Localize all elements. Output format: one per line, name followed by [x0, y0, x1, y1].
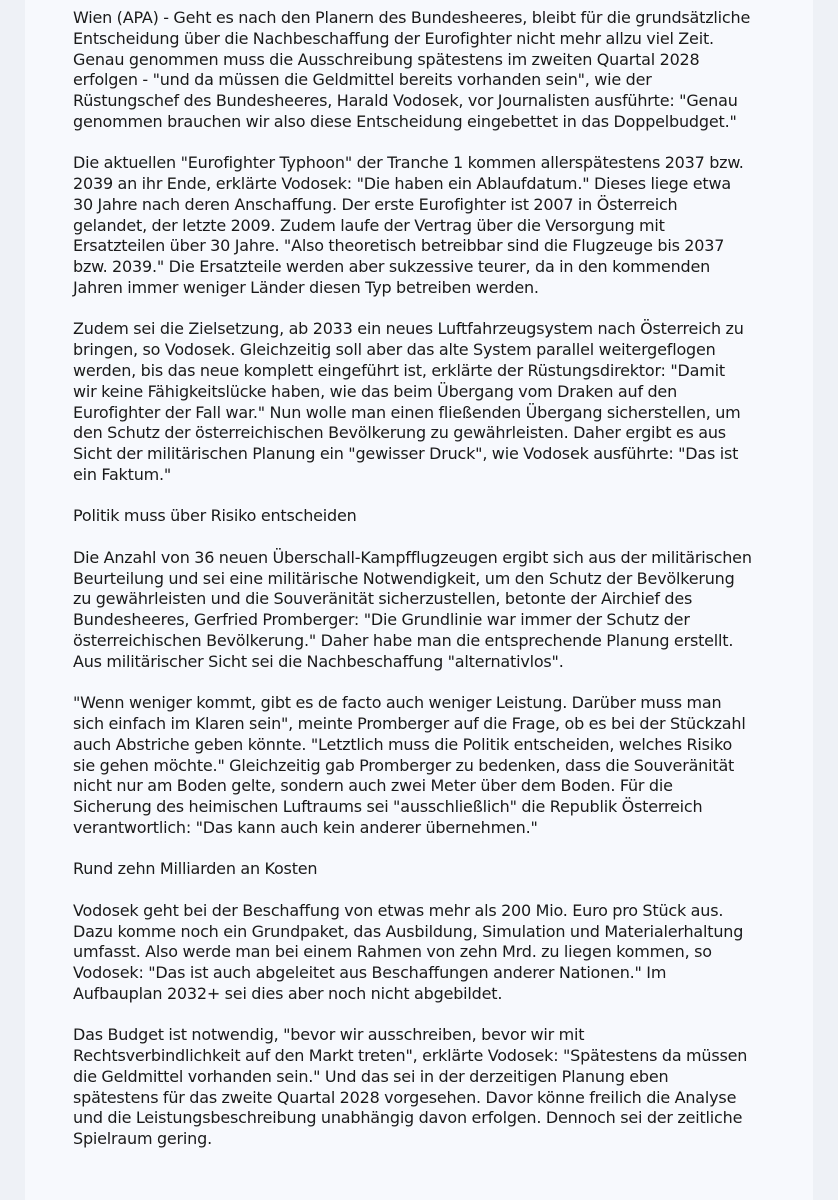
subheading-risk: Politik muss über Risiko entscheiden [73, 506, 357, 526]
paragraph-fewer-jets: "Wenn weniger kommt, gibt es de facto auch weniger Leistung. Darüber muss man sich einfach im Klaren sein", meinte Promberger auf die Frage, ob es bei der Stückzahl auch Abstriche geben könnte. "Letztlich muss die Politik entscheiden, welches Risiko sie gehen möchte." Gleichzeitig gab Promberger zu bedenken, dass die Souveränität nicht nur am Boden gelte, sondern auch zwei Meter über dem Boden. Für die Sicherung des heimischen Luftraums sei "ausschließlich" die Republik Österreich verantwortlich: "Das kann auch kein anderer übernehmen." [73, 693, 746, 837]
subheading-costs: Rund zehn Milliarden an Kosten [73, 859, 318, 879]
paragraph-36-jets: Die Anzahl von 36 neuen Überschall-Kampfflugzeugen ergibt sich aus der militärischen Beurteilung und sei eine militärische Notwendigkeit, um den Schutz der Bevölkerung zu gewährleisten und die Souveränität sicherzustellen, betonte der Airchief des Bundesheeres, Gerfried Promberger: "Die Grundlinie war immer der Schutz der österreichischen Bevölkerung." Daher habe man die entsprechende Planung erstellt. Aus militärischer Sicht sei die Nachbeschaffung "alternativlos". [73, 547, 752, 671]
article-body [25, 0, 813, 1200]
paragraph-cost-per-unit: Vodosek geht bei der Beschaffung von etwas mehr als 200 Mio. Euro pro Stück aus. Dazu komme noch ein Grundpaket, das Ausbildung, Simulation und Materialerhaltung umfasst. Also werde man bei einem Rahmen von zehn Mrd. zu liegen kommen, so Vodosek: "Das ist auch abgeleitet aus Beschaffungen anderer Nationen." Im Aufbauplan 2032+ sei dies aber noch nicht abgebildet. [73, 900, 744, 1003]
paragraph-new-system: Zudem sei die Zielsetzung, ab 2033 ein neues Luftfahrzeugsystem nach Österreich zu bringen, so Vodosek. Gleichzeitig soll aber das alte System parallel weitergeflogen werden, bis das neue komplett eingeführt ist, erklärte der Rüstungsdirektor: "Damit wir keine Fähigkeitslücke haben, wie das beim Übergang vom Draken auf den Eurofighter der Fall war." Nun wolle man einen fließenden Übergang sicherstellen, um den Schutz der österreichischen Bevölkerung zu gewährleisten. Daher ergibt es aus Sicht der militärischen Planung ein "gewisser Druck", wie Vodosek ausführte: "Das ist ein Faktum." [73, 319, 744, 484]
paragraph-eurofighter-end: Die aktuellen "Eurofighter Typhoon" der Tranche 1 kommen allerspätestens 2037 bzw. 2039 an ihr Ende, erklärte Vodosek: "Die haben ein Ablaufdatum." Dieses liege etwa 30 Jahre nach deren Anschaffung. Der erste Eurofighter ist 2007 in Österreich gelandet, der letzte 2009. Zudem laufe der Vertrag über die Versorgung mit Ersatzteilen über 30 Jahre. "Also theoretisch betreibbar sind die Flugzeuge bis 2037 bzw. 2039." Die Ersatzteile werden aber sukzessive teurer, da in den kommenden Jahren immer weniger Länder diesen Typ betreiben werden. [73, 153, 744, 298]
paragraph-budget: Das Budget ist notwendig, "bevor wir ausschreiben, bevor wir mit Rechtsverbindlichkeit auf den Markt treten", erklärte Vodosek: "Spätestens da müssen die Geldmittel vorhanden sein." Und das sei in der derzeitigen Planung eben spätestens für das zweite Quartal 2028 vorgesehen. Davor könne freilich die Analyse und die Leistungsbeschreibung unabhängig davon erfolgen. Dennoch sei der zeitliche Spielraum gering. [73, 1025, 748, 1149]
paragraph-intro: Wien (APA) - Geht es nach den Planern des Bundesheeres, bleibt für die grundsätzliche Entscheidung über die Nachbeschaffung der Eurofighter nicht mehr allzu viel Zeit. Genau genommen muss die Ausschreibung spätestens im zweiten Quartal 2028 erfolgen - "und da müssen die Geldmittel bereits vorhanden sein", wie der Rüstungschef des Bundesheeres, Harald Vodosek, vor Journalisten ausführte: "Genau genommen brauchen wir also diese Entscheidung eingebettet in das Doppelbudget." [73, 8, 751, 131]
